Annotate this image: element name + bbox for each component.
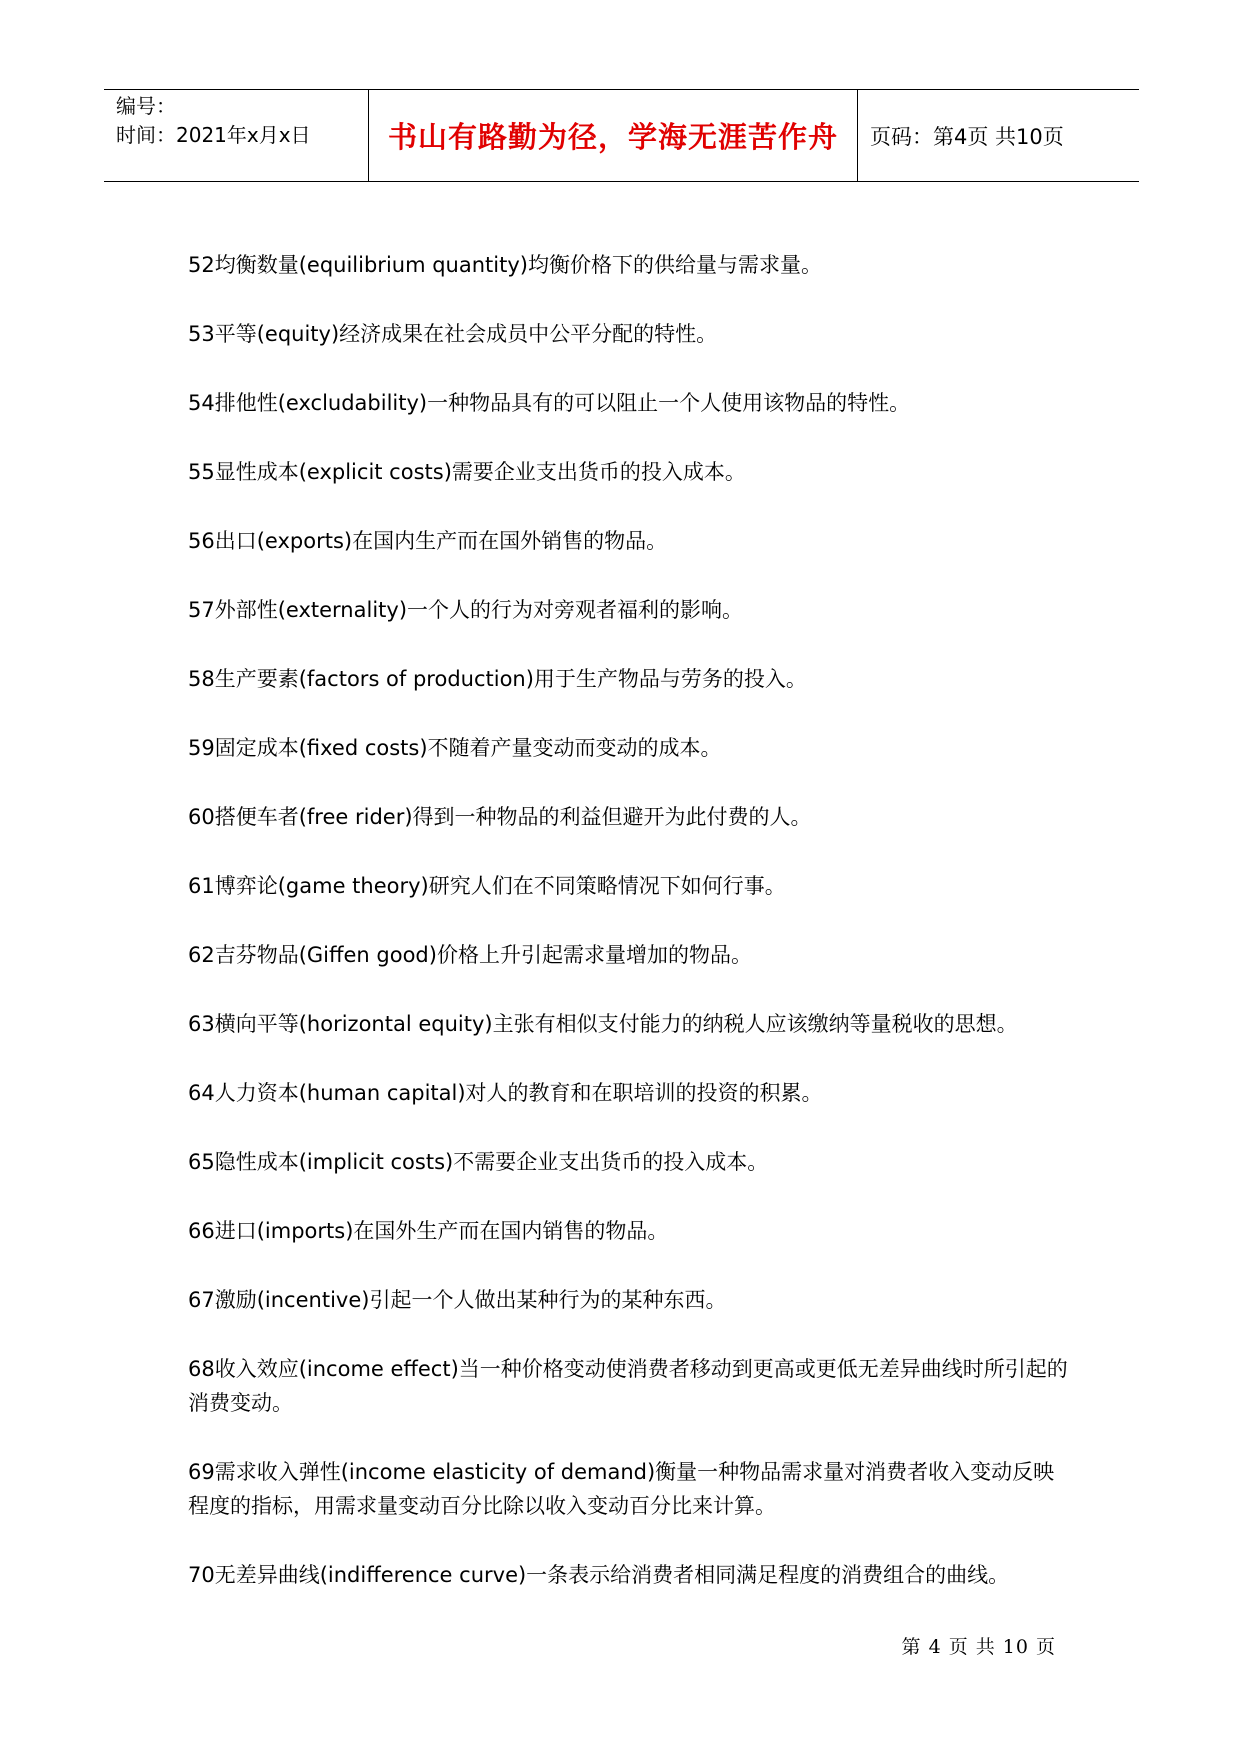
- glossary-content: [188, 248, 1068, 1627]
- glossary-entry: 59固定成本(fixed costs)不随着产量变动而变动的成本。: [188, 736, 722, 760]
- glossary-entry: 52均衡数量(equilibrium quantity)均衡价格下的供给量与需求量。: [188, 253, 822, 277]
- glossary-entry: 69需求收入弹性(income elasticity of demand)衡量一种物品需求量对消费者收入变动反映程度的指标，用需求量变动百分比除以收入变动百分比来计算。: [188, 1460, 1055, 1518]
- glossary-entry: 66进口(imports)在国外生产而在国内销售的物品。: [188, 1219, 669, 1243]
- glossary-entry: 55显性成本(explicit costs)需要企业支出货币的投入成本。: [188, 460, 746, 484]
- number-label: 编号：: [116, 94, 176, 118]
- header-meta: [104, 90, 368, 181]
- glossary-entry: 57外部性(externality)一个人的行为对旁观者福利的影响。: [188, 598, 744, 622]
- glossary-entry: 63横向平等(horizontal equity)主张有相似支付能力的纳税人应该缴纳等量税收的思想。: [188, 1012, 1018, 1036]
- page-header: [104, 89, 1139, 182]
- glossary-entry: 68收入效应(income effect)当一种价格变动使消费者移动到更高或更低无差异曲线时所引起的消费变动。: [188, 1357, 1068, 1415]
- page-label: 页码：第4页 共10页: [870, 124, 1064, 149]
- glossary-entry: 67激励(incentive)引起一个人做出某种行为的某种东西。: [188, 1288, 727, 1312]
- glossary-entry: 61博弈论(game theory)研究人们在不同策略情况下如何行事。: [188, 874, 786, 898]
- glossary-entry: 58生产要素(factors of production)用于生产物品与劳务的投入。: [188, 667, 807, 691]
- glossary-entry: 60搭便车者(free rider)得到一种物品的利益但避开为此付费的人。: [188, 805, 812, 829]
- motto: 书山有路勤为径，学海无涯苦作舟: [387, 120, 838, 154]
- page-footer: 第 4 页 共 10 页: [901, 1636, 1056, 1658]
- glossary-entry: 64人力资本(human capital)对人的教育和在职培训的投资的积累。: [188, 1081, 823, 1105]
- time-label: 时间：2021年x月x日: [116, 123, 311, 147]
- glossary-entry: 56出口(exports)在国内生产而在国外销售的物品。: [188, 529, 668, 553]
- header-motto-cell: [368, 90, 858, 181]
- glossary-entry: 70无差异曲线(indifference curve)一条表示给消费者相同满足程度的消费组合的曲线。: [188, 1563, 1010, 1587]
- glossary-entry: 54排他性(excludability)一种物品具有的可以阻止一个人使用该物品的特性。: [188, 391, 911, 415]
- glossary-entry: 65隐性成本(implicit costs)不需要企业支出货币的投入成本。: [188, 1150, 769, 1174]
- glossary-entry: 62吉芬物品(Giffen good)价格上升引起需求量增加的物品。: [188, 943, 752, 967]
- glossary-entry: 53平等(equity)经济成果在社会成员中公平分配的特性。: [188, 322, 718, 346]
- header-page-cell: [858, 90, 1139, 181]
